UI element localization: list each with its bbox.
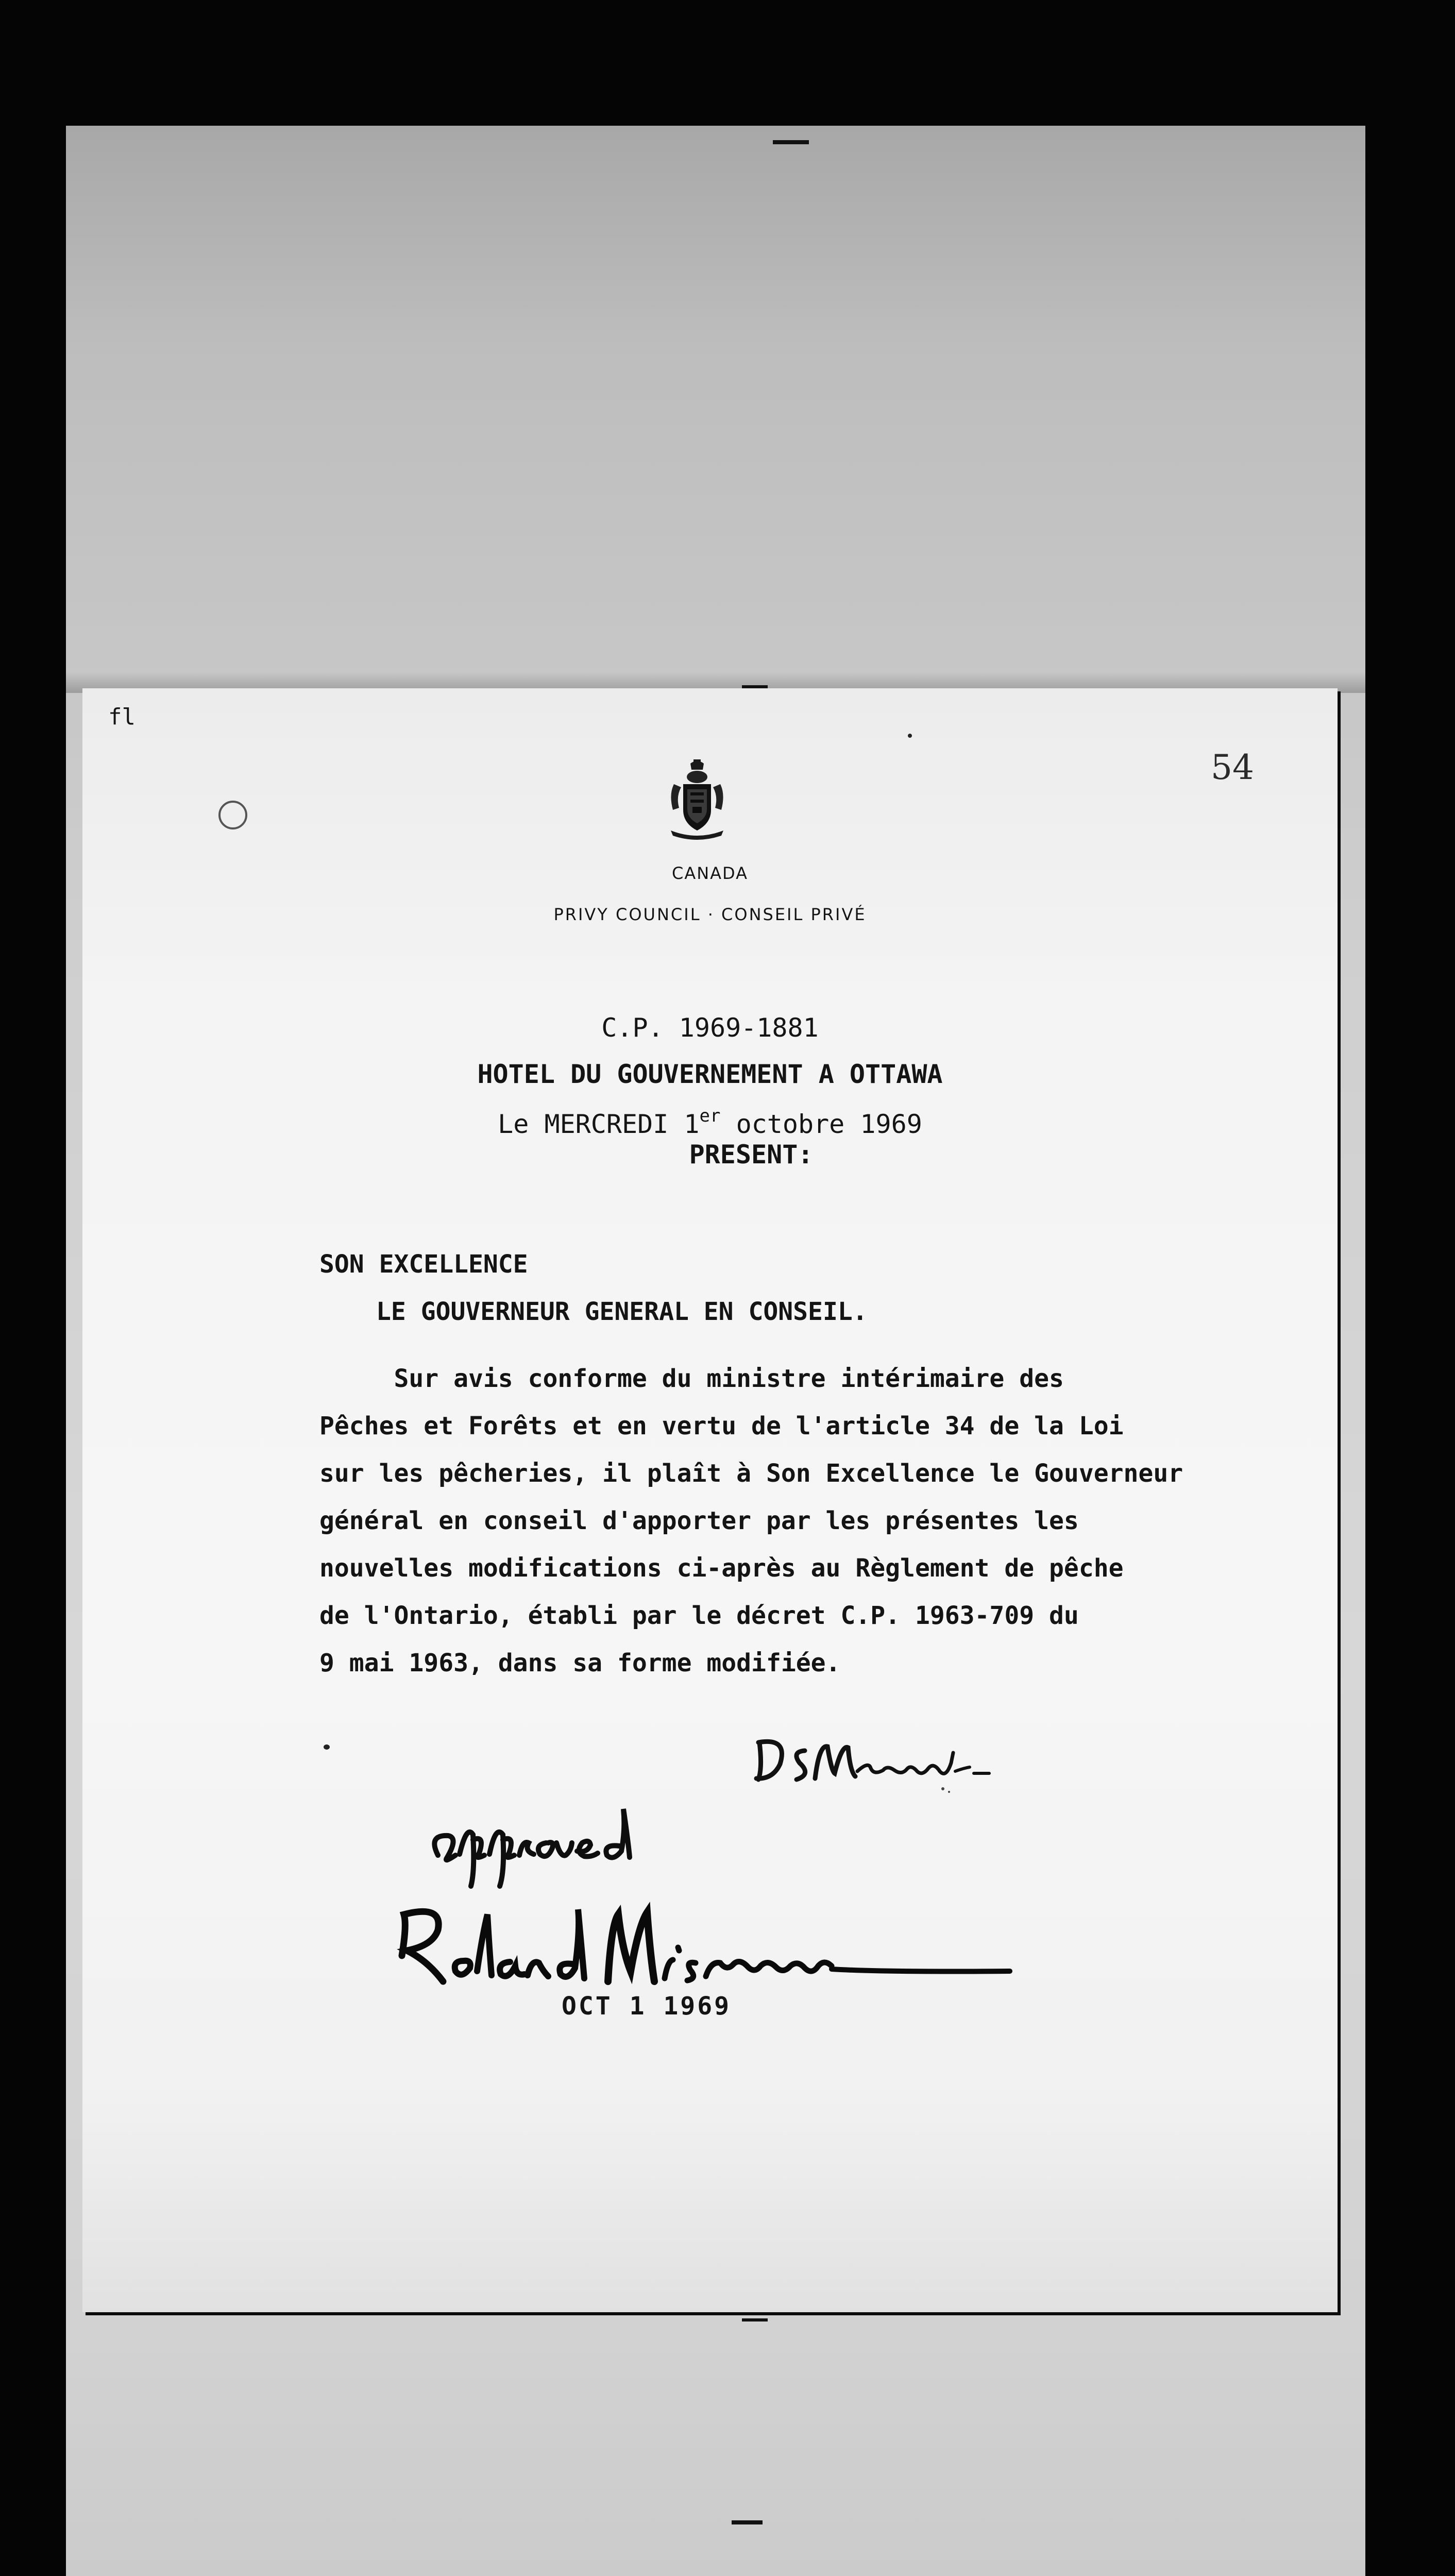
coat-of-arms-icon [664,758,731,841]
address-line-1: SON EXCELLENCE [319,1250,528,1279]
present-heading: PRESENT: [689,1140,814,1170]
order-date-sup: er [699,1106,721,1126]
order-date-prefix: Le MERCREDI 1 [498,1109,700,1139]
minister-signature [747,1722,994,1799]
document-page [82,688,1338,2312]
page-number: 54 [1211,748,1254,787]
order-date [82,1106,1338,1139]
approved-handwriting [417,1804,685,1891]
governor-general-signature [386,1894,1020,1997]
body-line-4: général en conseil d'apporter par les présentes les [319,1506,1079,1535]
body-line-3: sur les pêcheries, il plaît à Son Excellence le Gouverneur [319,1459,1183,1488]
body-line-1: Sur avis conforme du ministre intérimaire des [319,1364,1064,1393]
frame-tick-mid [732,2520,763,2524]
order-date-suffix: octobre 1969 [720,1109,922,1139]
letterhead-country: CANADA [671,863,749,883]
punch-hole-icon [218,801,247,829]
frame-tick-lower [742,2318,768,2321]
body-line-2: Pêches et Forêts et en vertu de l'article 34 de la Loi [319,1412,1124,1440]
order-place: HOTEL DU GOUVERNEMENT A OTTAWA [477,1059,943,1089]
address-line-2: LE GOUVERNEUR GENERAL EN CONSEIL. [376,1297,868,1326]
order-number: C.P. 1969-1881 [601,1013,819,1043]
frame-tick-top [773,140,809,144]
corner-mark: fl [108,704,136,730]
approval-stamp-date: OCT 1 1969 [562,1992,731,2021]
ink-speck [908,734,912,738]
body-line-7: 9 mai 1963, dans sa forme modifiée. [319,1649,841,1677]
body-line-5: nouvelles modifications ci-après au Règlement de pêche [319,1554,1124,1583]
page-shade [82,2095,1338,2312]
ink-speck [324,1744,330,1750]
body-line-6: de l'Ontario, établi par le décret C.P. 1963-709 du [319,1601,1079,1630]
letterhead-council: PRIVY COUNCIL · CONSEIL PRIVÉ [553,905,867,924]
